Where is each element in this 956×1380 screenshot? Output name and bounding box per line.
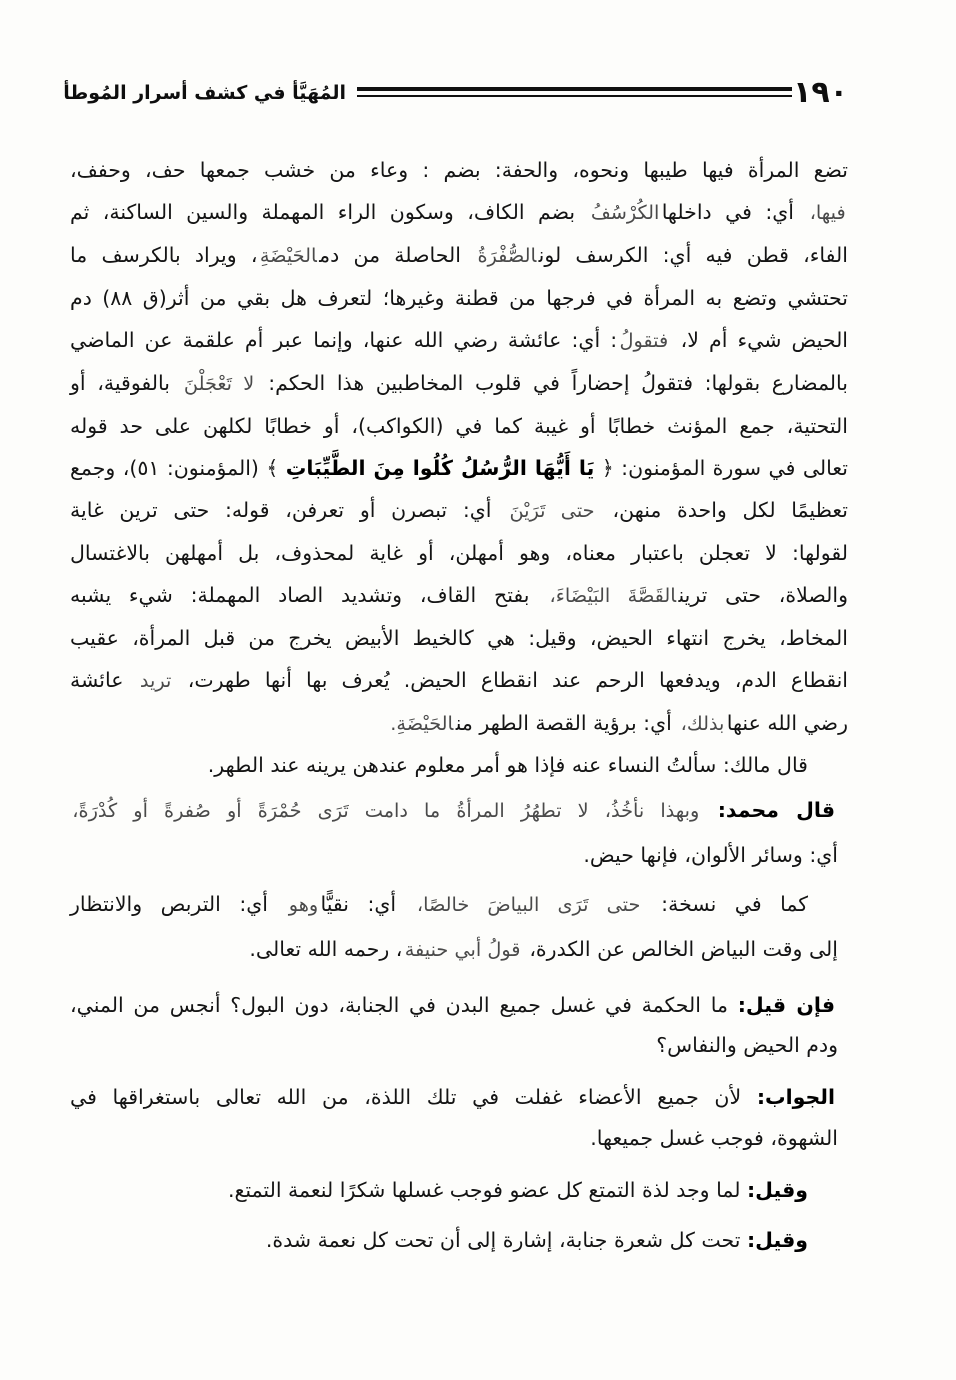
text-line (70, 788, 838, 833)
text-line (70, 1118, 838, 1159)
matn-text: وبهذا نأخُذُ، لا تطهُرُ المرأةُ ما دامت تَرَى حُمْرَةً أو صُفرةً أو كُدْرَةً، (72, 799, 716, 822)
text-line (70, 882, 838, 927)
matn-text: الحَيْضَةِ (259, 244, 317, 267)
commentary-text: كما في نسخة: (642, 892, 808, 916)
manuscript-note-paragraph (70, 882, 838, 972)
text-line (70, 191, 848, 234)
text-line (70, 234, 848, 277)
commentary-text: الحيض شيء أم لا، (670, 328, 849, 352)
text-line (70, 1077, 838, 1118)
matn-text: الحَيْضَةِ. (390, 712, 454, 735)
commentary-text: تحت كل شعرة جنابة، إشارة إلى أن تحت كل نعمة شدة. (265, 1228, 747, 1252)
commentary-text: انقطاع الدم، ويدفعها الرحم عند انقطاع الحيض. يُعرف بها أنها طهرت، (173, 668, 848, 692)
commentary-text: لقولها: لا تعجلن باعتبار معناه، وهو أمهلن، أو غاية لمحذوف، بل أمهلهن بالاغتسال (70, 541, 848, 565)
commentary-text: لأن جميع الأعضاء غفلت في تلك اللذة، من الله تعالى باستغراقها في (70, 1085, 757, 1109)
commentary-text: تعالى في سورة المؤمنون: ﴿ (594, 456, 848, 480)
commentary-text: قال مالك: سألتُ النساء عنه فإذا هو أمر معلوم عندهن يرينه عند الطهر. (207, 753, 808, 777)
text-line (70, 405, 848, 447)
text-line (70, 702, 848, 745)
commentary-text: رضي الله عنها (726, 711, 848, 735)
commentary-text: والصلاة، حتى ترين (678, 583, 848, 607)
page-number: ١٩٠ (793, 75, 848, 110)
section-label: قال محمد: (717, 798, 836, 822)
text-line (70, 985, 838, 1025)
commentary-text: أي: التربص والانتظار (70, 892, 287, 916)
text-line (70, 319, 848, 362)
commentary-text: تضع المرأة فيها طيبها ونحوه، والحفة: بضم : وعاء من خشب جمعها حف، وحفف، (70, 158, 848, 182)
matn-text: الصُّفْرَةُ (477, 244, 537, 267)
text-line (70, 447, 848, 489)
text-line (70, 617, 848, 659)
commentary-text: أي: برؤية القصة الطهر من (455, 711, 679, 735)
answer-paragraph (70, 1077, 838, 1159)
text-line (70, 744, 838, 786)
commentary-text: : أي: عائشة رضي الله عنها، وإنما عبر أم علقمة عن الماضي (70, 328, 618, 352)
matn-text: فيها، (809, 201, 846, 224)
text-line (70, 1219, 838, 1261)
text-line (70, 277, 848, 319)
commentary-text: أي: وسائر الألوان، فإنها حيض. (583, 843, 838, 867)
matn-text: لا تَعْجَلْنَ (183, 372, 255, 395)
commentary-text: إلى وقت البياض الخالص عن الكدرة، (522, 937, 838, 961)
commentary-text: أي: تبصرن أو تعرفن، قوله: حتى ترين غاية (70, 498, 508, 522)
commentary-text: الشهوة، فوجب غسل جميعها. (590, 1126, 838, 1150)
text-line (70, 532, 848, 574)
commentary-text: ما الحكمة في غسل جميع البدن في الجنابة، دون البول؟ أنجس من المني، (70, 993, 738, 1017)
commentary-text: بضم الكاف، وسكون الراء المهملة والسين الساكنة، ثم (70, 200, 589, 224)
commentary-text: بالفوقية، أو (70, 371, 182, 395)
text-line (70, 489, 848, 532)
commentary-text: لما وجد لذة التمتع كل عضو فوجب غسلها شكرًا لنعمة التمتع. (227, 1178, 747, 1202)
muhammad-statement-paragraph (70, 788, 838, 878)
commentary-text: ، ويراد بالكرسف ما (70, 243, 258, 267)
section-label: وقيل: (746, 1228, 808, 1252)
commentary-text: المخاط، يخرج انتهاء الحيض، وقيل: هي كالخيط الأبيض يخرج من قبل المرأة، عقيب (70, 626, 848, 650)
text-line (70, 927, 838, 972)
commentary-text: بالمضارع بقولها: فتقولُ إحضاراً في قلوب المخاطبين هذا الحكم: (256, 371, 848, 395)
text-line (70, 1169, 838, 1211)
matn-text: تريد (139, 669, 172, 692)
alternative-answer-paragraph (70, 1169, 838, 1211)
commentary-text: أي: في داخلها (661, 200, 808, 224)
matn-text: فتقولُ (619, 329, 669, 352)
text-line (70, 362, 848, 405)
matn-text: حتى تَرَيْنَ (509, 499, 595, 522)
commentary-text: ، رحمه الله تعالى. (249, 937, 403, 961)
running-title: المُهَيَّأ في كشف أسرار المُوطأ (63, 82, 346, 104)
text-line (70, 574, 848, 617)
question-paragraph (70, 985, 838, 1065)
malik-quote-paragraph (70, 744, 838, 786)
matn-text: بذلك، (680, 712, 725, 735)
commentary-text: أي: نقيًّا (320, 892, 415, 916)
section-label: وقيل: (746, 1178, 808, 1202)
text-line (70, 1025, 838, 1065)
matn-text: الكُرْسُفُ (590, 201, 660, 224)
section-label: فإن قيل: (737, 993, 835, 1017)
commentary-text: تعظيمًا لكل واحدة منهن، (596, 498, 848, 522)
text-line (70, 149, 848, 191)
text-line (70, 659, 848, 702)
matn-text: حتى تَرَى البياضَ خالصًا، (416, 893, 641, 916)
alternative-answer-paragraph (70, 1219, 838, 1261)
matn-text: القَصَّةَ البَيْضَاءَ، (549, 584, 677, 607)
commentary-text: بفتح القاف، وتشديد الصاد المهملة: شيء يشبه (70, 583, 548, 607)
matn-text: قولُ أبي حنيفة (404, 938, 521, 961)
commentary-text: عائشة (70, 668, 138, 692)
matn-text: وهو (288, 893, 319, 916)
commentary-text: تحتشي وتضع به المرأة في فرجها من قطنة وغيرها؛ لتعرف هل بقي من أثر(ق ٨٨) دم (70, 286, 848, 310)
quran-verse: يَا أَيُّهَا الرُّسُلُ كُلُوا مِنَ الطَّيِّبَاتِ (285, 456, 595, 480)
commentary-text: التحتية، جمع المؤنث خطابًا أو غيبة كما في (الكواكب)، أو خطابًا لكلهن على حد قوله (70, 414, 848, 438)
commentary-text: الفاء، قطن فيه أي: الكرسف لون (538, 243, 848, 267)
text-line (70, 833, 838, 878)
commentary-text: ﴾ (المؤمنون: ٥١)، وجمع (70, 456, 286, 480)
section-label: الجواب: (756, 1085, 835, 1109)
commentary-text: ودم الحيض والنفاس؟ (656, 1033, 838, 1057)
commentary-paragraph (70, 149, 848, 745)
commentary-text: الحاصلة من دم (319, 243, 476, 267)
